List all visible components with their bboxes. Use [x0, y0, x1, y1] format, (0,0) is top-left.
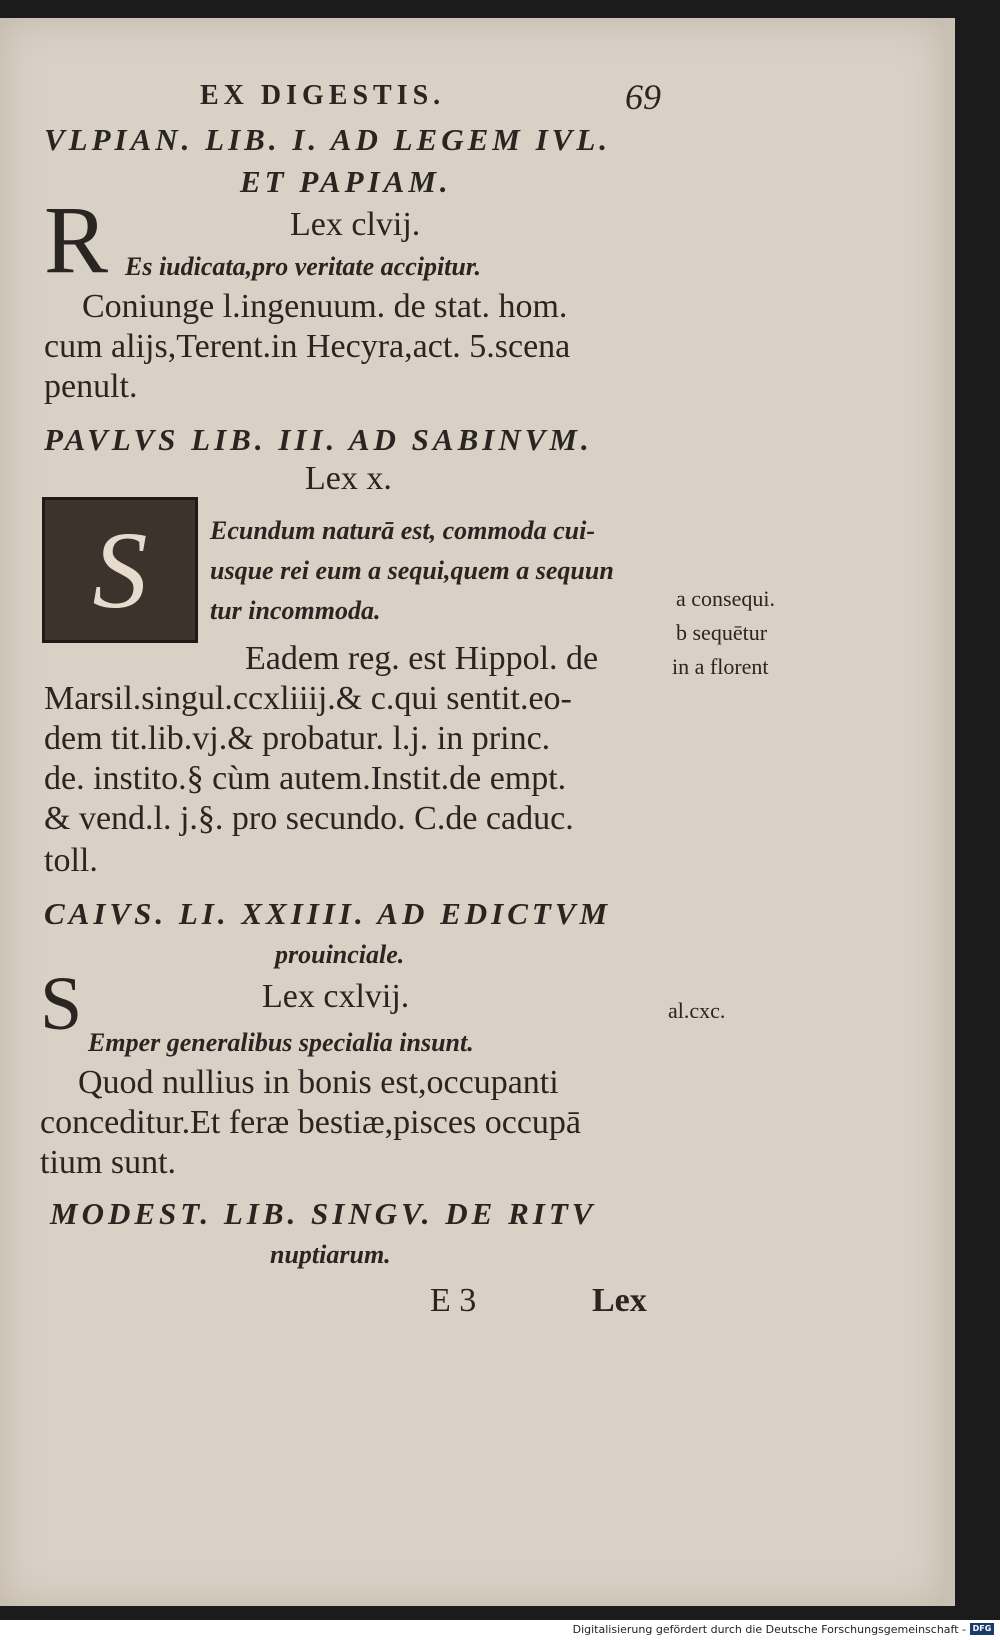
margin-note: a consequi.	[676, 586, 775, 611]
ornamental-initial: S	[42, 497, 198, 643]
commentary-line: dem tit.lib.vj.& probatur. l.j. in princ.	[44, 720, 551, 757]
margin-note: b sequētur	[676, 620, 768, 645]
commentary-line: Marsil.singul.ccxliiij.& c.qui sentit.eo-	[44, 680, 572, 717]
signature-mark: E 3	[430, 1282, 477, 1319]
footer-credit: Digitalisierung gefördert durch die Deutsche Forschungsgemeinschaft -	[572, 1623, 966, 1636]
drop-initial: S	[40, 962, 83, 1046]
margin-note: al.cxc.	[668, 998, 726, 1023]
commentary-line: cum alijs,Terent.in Hecyra,act. 5.scena	[44, 328, 571, 365]
page-number: 69	[625, 77, 661, 117]
rule-text: tur incommoda.	[210, 596, 381, 625]
section-heading-cont: ET PAPIAM.	[240, 164, 452, 199]
lex-number: Lex x.	[305, 460, 392, 497]
section-heading-cont: nuptiarum.	[270, 1240, 391, 1269]
rule-text: Ecundum naturā est, commoda cui-	[210, 516, 595, 545]
commentary-line: Eadem reg. est Hippol. de	[245, 640, 599, 677]
commentary-line: toll.	[44, 842, 98, 879]
section-heading: CAIVS. LI. XXIIII. AD EDICTVM	[44, 896, 612, 931]
margin-note: in a florent	[672, 654, 769, 679]
running-title: EX DIGESTIS.	[200, 80, 446, 111]
commentary-line: Coniunge l.ingenuum. de stat. hom.	[82, 288, 568, 325]
commentary-line: Quod nullius in bonis est,occupanti	[78, 1064, 559, 1101]
commentary-line: & vend.l. j.§. pro secundo. C.de caduc.	[44, 800, 574, 837]
section-heading-cont: prouinciale.	[275, 940, 405, 969]
commentary-line: de. instito.§ cùm autem.Instit.de empt.	[44, 760, 567, 797]
rule-text: Emper generalibus specialia insunt.	[88, 1028, 474, 1057]
dfg-logo: DFG	[970, 1623, 994, 1635]
section-heading: VLPIAN. LIB. I. AD LEGEM IVL.	[44, 122, 611, 157]
lex-number: Lex cxlvij.	[262, 978, 410, 1015]
drop-initial: R	[44, 186, 109, 293]
commentary-line: tium sunt.	[40, 1144, 177, 1181]
section-heading: MODEST. LIB. SINGV. DE RITV	[50, 1196, 597, 1231]
commentary-line: conceditur.Et feræ bestiæ,pisces occupā	[40, 1104, 581, 1141]
lex-number: Lex clvij.	[290, 206, 421, 243]
commentary-line: penult.	[44, 368, 138, 405]
catchword: Lex	[592, 1282, 647, 1319]
section-heading: PAVLVS LIB. III. AD SABINVM.	[44, 422, 593, 457]
rule-text: Es iudicata,pro veritate accipitur.	[125, 252, 482, 281]
rule-text: usque rei eum a sequi,quem a sequun	[210, 556, 614, 585]
